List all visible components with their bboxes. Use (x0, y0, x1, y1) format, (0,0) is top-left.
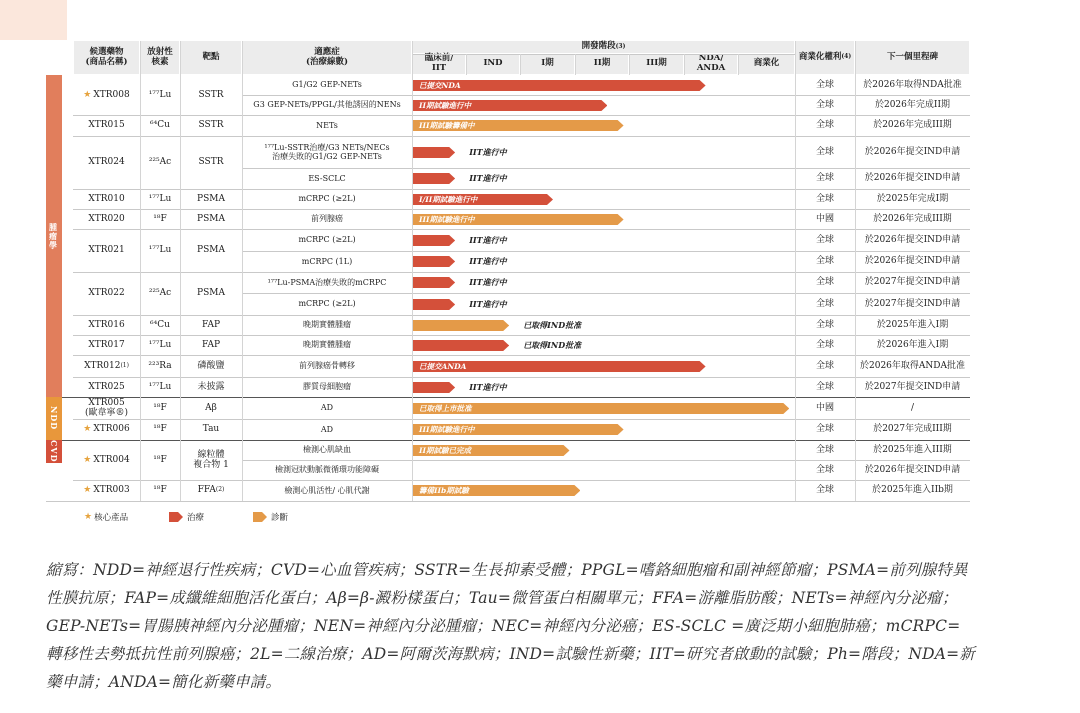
target: PSMA (197, 193, 225, 204)
bar-status-label: IIT進行中 (469, 234, 507, 245)
milestone: 於2026年進入I期 (876, 339, 949, 350)
isotope: ¹⁷⁷Lu (148, 193, 172, 204)
row-divider (73, 189, 970, 190)
legend-diagnosis: 診斷 (253, 511, 288, 523)
stage-divider (575, 54, 576, 75)
row-divider (242, 95, 970, 96)
target: SSTR (198, 89, 224, 100)
rights: 全球 (815, 193, 834, 204)
target: SSTR (198, 157, 224, 168)
pipeline-bar-therapy (413, 256, 455, 267)
bar-status-label: IIT進行中 (469, 173, 507, 183)
milestone: 於2027年完成III期 (873, 424, 952, 435)
bar-status-label: III期試驗籌備中 (419, 121, 475, 130)
header-dev-stage: 開發階段 (3) (413, 41, 794, 53)
drug-name: XTR005 (歐韋寧®) (84, 397, 129, 418)
milestone: 於2026年取得NDA批准 (863, 79, 962, 90)
core-star-icon: ★ (83, 485, 92, 496)
row-divider (242, 460, 970, 461)
header-stage-3: II期 (576, 54, 628, 74)
bar-status-label: 已提交NDA (419, 80, 461, 90)
target: FAP (201, 339, 221, 350)
core-highlight (0, 0, 67, 40)
pipeline-bar-therapy (413, 382, 455, 393)
rights: 全球 (815, 277, 834, 288)
pipeline-bar-therapy (413, 80, 706, 91)
indication: mCRPC (≥2L) (298, 299, 356, 309)
pipeline-bar-diagnosis (413, 445, 570, 456)
isotope: ²²⁵Ac (148, 157, 172, 168)
row-divider (73, 136, 970, 137)
isotope: ¹⁷⁷Lu (148, 381, 172, 392)
column-divider (140, 41, 141, 501)
stage-divider (629, 54, 630, 75)
milestone: 於2026年完成III期 (873, 213, 952, 224)
header-stage-1: IND (467, 54, 519, 74)
drug-name: XTR016 (88, 319, 125, 330)
isotope: ¹⁸F (153, 454, 167, 465)
rights: 全球 (815, 464, 834, 475)
rights: 中國 (815, 213, 834, 224)
row-divider (73, 209, 970, 210)
isotope: ¹⁸F (153, 213, 167, 224)
milestone: 於2026年完成II期 (874, 99, 950, 110)
rights: 全球 (815, 381, 834, 392)
row-divider (73, 272, 970, 273)
rights: 全球 (815, 256, 834, 267)
header-rights: 商業化權利 (4) (796, 41, 854, 74)
target: PSMA (197, 213, 225, 224)
row-divider (46, 440, 970, 441)
pipeline-bar-therapy (413, 173, 455, 184)
pipeline-bar-therapy (413, 277, 455, 288)
indication: 膠質母細胞瘤 (303, 382, 351, 392)
milestone: 於2026年提交IND申請 (864, 464, 961, 475)
abbreviation-footnote: 縮寫：NDD=神經退行性疾病；CVD=心血管疾病；SSTR=生長抑素受體；PPGL=嗜鉻細胞瘤和副神經節瘤；PSMA=前列腺特異性膜抗原；FAP=成纖維細胞活化蛋白；Aβ=β-澱粉樣蛋白；Tau=微管蛋白相關單元；FFA=游離脂肪酸；NETs=神經內分泌瘤；GEP-NETs=胃腸胰神經內分泌腫瘤；NEN=神經內分泌腫瘤；NEC=神經內分泌癌；ES-SCLC =廣泛期小細胞肺癌；mCRPC=轉移性去勢抵抗性前列腺癌；2L=二線治療；AD=阿爾茨海默病；IND=試驗性新藥；IIT=研究者啟動的試驗；Ph=階段；NDA=新藥申請；ANDA=簡化新藥申請。 (46, 561, 975, 691)
milestone: 於2026年提交IND申請 (864, 146, 961, 157)
milestone: 於2027年提交IND申請 (864, 381, 961, 392)
row-divider (242, 251, 970, 252)
header-candidate: 候選藥物 (商品名稱) (74, 41, 139, 74)
pipeline-bar-therapy (413, 194, 553, 205)
pipeline-bar-diagnosis (413, 485, 580, 496)
isotope: ¹⁸F (153, 485, 167, 496)
indication: 檢測心肌缺血 (303, 445, 351, 455)
indication: mCRPC (≥2L) (298, 235, 356, 245)
drug-name: XTR022 (88, 288, 125, 299)
bar-status-label: III期試驗進行中 (419, 214, 475, 224)
indication: 檢測心肌活性/ 心肌代謝 (284, 485, 370, 495)
isotope: ¹⁸F (153, 402, 167, 413)
pipeline-bar-diagnosis (413, 214, 624, 225)
bar-status-label: IIT進行中 (469, 381, 507, 392)
rights: 全球 (815, 444, 834, 455)
milestone: / (910, 402, 915, 413)
rights: 全球 (815, 146, 834, 157)
indication: 晚期實體腫瘤 (303, 320, 351, 330)
category-band: CVD (46, 440, 62, 463)
rights: 全球 (815, 485, 834, 496)
isotope: ¹⁸F (153, 424, 167, 435)
column-divider (180, 41, 181, 501)
target: 磷酸鹽 (197, 360, 225, 371)
bar-status-label: II期試驗進行中 (419, 100, 472, 110)
column-divider (412, 41, 413, 501)
rights: 全球 (815, 339, 834, 350)
bar-status-label: 已提交ANDA (419, 361, 467, 371)
pipeline-bar-therapy (413, 100, 607, 111)
bar-status-label: III期試驗進行中 (419, 425, 475, 434)
indication: 前列腺癌骨轉移 (299, 361, 355, 371)
indication: mCRPC (≥2L) (298, 194, 356, 204)
rights: 全球 (815, 173, 834, 184)
indication: NETs (316, 120, 338, 130)
category-band: 腫瘤學 (46, 75, 62, 397)
column-divider (855, 41, 856, 501)
milestone: 於2025年進入III期 (873, 444, 952, 455)
header-isotope: 放射性 核素 (141, 41, 179, 74)
drug-name: XTR017 (88, 339, 125, 350)
pipeline-bar-therapy (413, 361, 706, 372)
header-milestone: 下一個里程碑 (856, 41, 969, 74)
rights: 全球 (815, 120, 834, 131)
core-star-icon: ★ (83, 89, 92, 100)
stage-divider (738, 54, 739, 75)
rights: 中國 (815, 402, 834, 413)
header-stage-6: 商業化 (739, 54, 794, 74)
header-indication: 適應症 (治療線數) (243, 41, 411, 74)
indication: ES-SCLC (308, 173, 346, 183)
pipeline-bar-therapy (413, 147, 455, 158)
indication: G3 GEP-NETs/PPGL/其他誘因的NENs (253, 100, 401, 110)
pipeline-bar-therapy (413, 235, 455, 246)
column-divider (242, 41, 243, 501)
milestone: 於2027年提交IND申請 (864, 298, 961, 309)
target: PSMA (197, 288, 225, 299)
bar-status-label: IIT進行中 (469, 298, 507, 309)
row-divider (73, 480, 970, 481)
core-star-icon: ★ (84, 512, 93, 522)
header-stage-4: III期 (630, 54, 683, 74)
bar-status-label: IIT進行中 (469, 146, 507, 157)
legend-therapy: 治療 (169, 511, 204, 523)
pipeline-bar-therapy (413, 299, 455, 310)
core-star-icon: ★ (83, 454, 92, 465)
rights: 全球 (815, 319, 834, 330)
header-stage-0: 臨床前/ IIT (413, 54, 465, 74)
stage-divider (520, 54, 521, 75)
isotope: ²²⁵Ac (148, 288, 172, 299)
milestone: 於2025年完成I期 (876, 193, 949, 204)
bar-status-label: IIT進行中 (469, 256, 507, 266)
isotope: ⁶⁴Cu (150, 319, 170, 330)
drug-name: XTR010 (88, 193, 125, 204)
row-divider (73, 315, 970, 316)
bar-status-label: 已取得IND批准 (523, 339, 582, 350)
indication: 檢測冠狀動脈微循環功能障礙 (275, 465, 379, 475)
rights: 全球 (815, 99, 834, 110)
stage-divider (466, 54, 467, 75)
stage-divider (684, 54, 685, 75)
drug-name: XTR021 (88, 245, 125, 256)
header-stage-2: I期 (521, 54, 574, 74)
drug-name: XTR020 (88, 213, 125, 224)
target: PSMA (197, 245, 225, 256)
pipeline-bar-therapy (413, 340, 509, 351)
row-divider (242, 168, 970, 169)
indication: ¹⁷⁷Lu-SSTR治療/G3 NETs/NECs 治療失敗的G1/G2 GEP-NETs (264, 142, 390, 161)
row-divider (242, 293, 970, 294)
bar-status-label: 已取得上市批准 (419, 403, 472, 413)
rights: 全球 (815, 298, 834, 309)
pipeline-bar-diagnosis (413, 120, 624, 131)
drug-name: ★ XTR004 (83, 454, 130, 465)
row-divider (46, 501, 970, 502)
drug-name: ★ XTR006 (83, 424, 130, 435)
indication: 前列腺癌 (311, 214, 343, 224)
pipeline-bar-diagnosis (413, 424, 624, 435)
bar-status-label: I/II期試驗進行中 (419, 194, 478, 204)
pipeline-bar-diagnosis (413, 320, 509, 331)
rights: 全球 (815, 234, 834, 245)
indication: G1/G2 GEP-NETs (292, 80, 362, 90)
drug-name: XTR025 (88, 381, 125, 392)
row-divider (73, 115, 970, 116)
target: FFA (2) (197, 485, 225, 496)
row-divider (73, 377, 970, 378)
milestone: 於2026年提交IND申請 (864, 173, 961, 184)
row-divider (73, 229, 970, 230)
rights: 全球 (815, 79, 834, 90)
drug-name: XTR024 (88, 157, 125, 168)
indication: mCRPC (1L) (301, 256, 353, 266)
drug-name: XTR015 (88, 120, 125, 131)
column-divider (795, 41, 796, 501)
indication: AD (320, 403, 334, 413)
bar-status-label: 籌備IIb期試驗 (419, 486, 469, 495)
bar-status-label: IIT進行中 (469, 277, 507, 287)
target: 未披露 (197, 381, 225, 392)
row-divider (46, 397, 970, 398)
category-band: NDD (46, 397, 62, 440)
indication: 晚期實體腫瘤 (303, 340, 351, 350)
milestone: 於2026年提交IND申請 (864, 234, 961, 245)
drug-name: ★ XTR003 (83, 485, 130, 496)
isotope: ¹⁷⁷Lu (148, 339, 172, 350)
indication: ¹⁷⁷Lu-PSMA治療失敗的mCRPC (267, 277, 387, 287)
legend-arrow-icon (253, 512, 267, 522)
target: FAP (201, 319, 221, 330)
drug-name: ★ XTR008 (83, 89, 130, 100)
target: Aβ (205, 402, 217, 413)
legend-arrow-icon (169, 512, 183, 522)
target: 線粒體 複合物 1 (193, 449, 229, 470)
milestone: 於2027年提交IND申請 (864, 277, 961, 288)
drug-name: XTR012 (1) (84, 360, 129, 371)
isotope: ¹⁷⁷Lu (148, 89, 172, 100)
header-stage-5: NDA/ ANDA (685, 54, 737, 74)
isotope: ⁶⁴Cu (150, 120, 170, 131)
row-divider (73, 419, 970, 420)
target: SSTR (198, 120, 224, 131)
milestone: 於2026年完成III期 (873, 120, 952, 131)
legend-core: ★ 核心產品 (84, 512, 129, 523)
milestone: 於2026年取得ANDA批准 (860, 360, 965, 371)
rights: 全球 (815, 360, 834, 371)
core-star-icon: ★ (83, 424, 92, 435)
indication: AD (320, 424, 334, 434)
bar-status-label: II期試驗已完成 (419, 445, 472, 455)
bar-status-label: 已取得IND批准 (523, 319, 582, 330)
target: Tau (202, 424, 220, 435)
header-target: 靶點 (181, 41, 241, 74)
isotope: ¹⁷⁷Lu (148, 245, 172, 256)
milestone: 於2025年進入I期 (876, 319, 949, 330)
pipeline-bar-diagnosis (413, 403, 789, 414)
milestone: 於2026年提交IND申請 (864, 256, 961, 267)
isotope: ²²³Ra (148, 360, 172, 371)
row-divider (73, 335, 970, 336)
row-divider (73, 355, 970, 356)
rights: 全球 (815, 424, 834, 435)
milestone: 於2025年進入IIb期 (872, 485, 953, 496)
